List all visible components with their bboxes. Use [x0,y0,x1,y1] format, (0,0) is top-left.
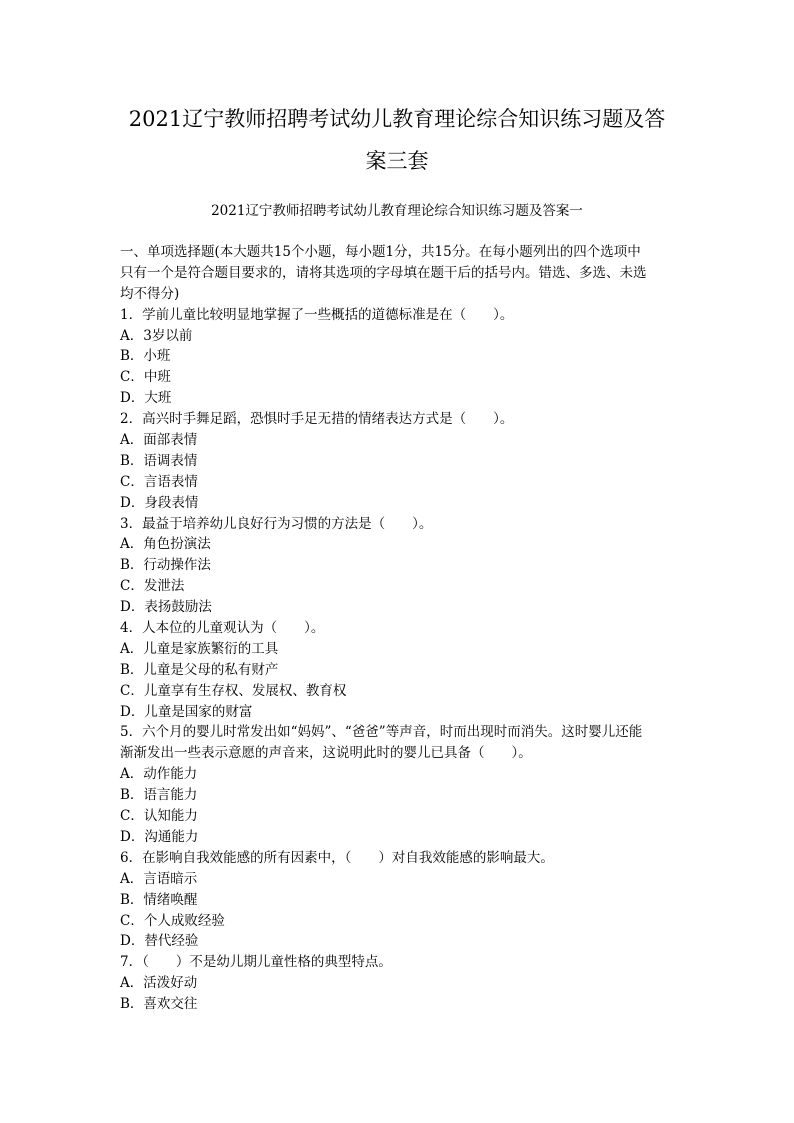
answer-option: B．行动操作法 [120,557,211,574]
question-item [120,409,680,513]
answer-option: A．角色扮演法 [120,536,211,553]
answer-option: A．3岁以前 [120,327,193,344]
question-item [120,722,680,847]
question-stem: 7．（ ）不是幼儿期儿童性格的典型特点。 [120,954,392,971]
question-stem: 6．在影响自我效能感的所有因素中，（ ）对自我效能感的影响最大。 [120,849,554,866]
answer-option: D．身段表情 [120,494,199,511]
question-stem: 渐渐发出一些表示意愿的声音来，这说明此时的婴儿已具备（ ）。 [120,745,532,762]
section-instructions-line: 只有一个是符合题目要求的，请将其选项的字母填在题干后的括号内。错选、多选、未选 [120,264,647,281]
answer-option: C．中班 [120,369,171,386]
answer-option: A．面部表情 [120,432,198,449]
answer-option: D．沟通能力 [120,828,199,845]
section-instructions-line: 一、单项选择题(本大题共15个小题，每小题1分，共15分。在每小题列出的四个选项中 [120,244,641,260]
answer-option: B．小班 [120,348,171,365]
answer-option: B．情绪唤醒 [120,891,198,908]
question-stem: 1．学前儿童比较明显地掌握了一些概括的道德标准是在（ ）。 [120,306,514,323]
question-stem: 2．高兴时手舞足蹈，恐惧时手足无措的情绪表达方式是（ ）。 [120,411,514,428]
answer-option: B．儿童是父母的私有财产 [120,661,279,678]
answer-option: B．语言能力 [120,787,198,804]
document-title-line-1: 2021辽宁教师招聘考试幼儿教育理论综合知识练习题及答 [128,107,666,131]
question-section [120,242,680,1015]
document-subtitle: 2021辽宁教师招聘考试幼儿教育理论综合知识练习题及答案一 [211,203,583,219]
answer-option: C．认知能力 [120,808,198,825]
question-stem: 3．最益于培养幼儿良好行为习惯的方法是（ ）。 [120,515,433,532]
answer-option: A．动作能力 [120,766,198,783]
answer-option: D．表扬鼓励法 [120,599,212,616]
question-item [120,848,680,952]
section-instructions-line: 均不得分) [120,285,180,302]
question-stem: 4．人本位的儿童观认为（ ）。 [120,620,325,637]
answer-option: A．儿童是家族繁衍的工具 [120,640,279,657]
answer-option: A．活泼好动 [120,975,198,992]
answer-option: D．大班 [120,390,172,407]
document-title-line-2: 案三套 [365,149,429,173]
question-item [120,514,680,618]
answer-option: A．言语暗示 [120,870,198,887]
answer-option: D．儿童是国家的财富 [120,703,253,720]
section-instructions [120,242,680,305]
answer-option: B．语调表情 [120,452,198,469]
question-stem: 5．六个月的婴儿时常发出如“妈妈”、“爸爸”等声音，时而出现时而消失。这时婴儿还能 [120,724,643,741]
question-item [120,618,680,722]
question-item [120,952,680,1015]
question-item [120,305,680,409]
answer-option: C．言语表情 [120,473,198,490]
answer-option: D．替代经验 [120,933,199,950]
answer-option: C．儿童享有生存权、发展权、教育权 [120,682,347,699]
answer-option: B．喜欢交往 [120,996,198,1013]
answer-option: C．个人成败经验 [120,912,225,929]
answer-option: C．发泄法 [120,578,185,595]
question-list [120,305,680,1015]
